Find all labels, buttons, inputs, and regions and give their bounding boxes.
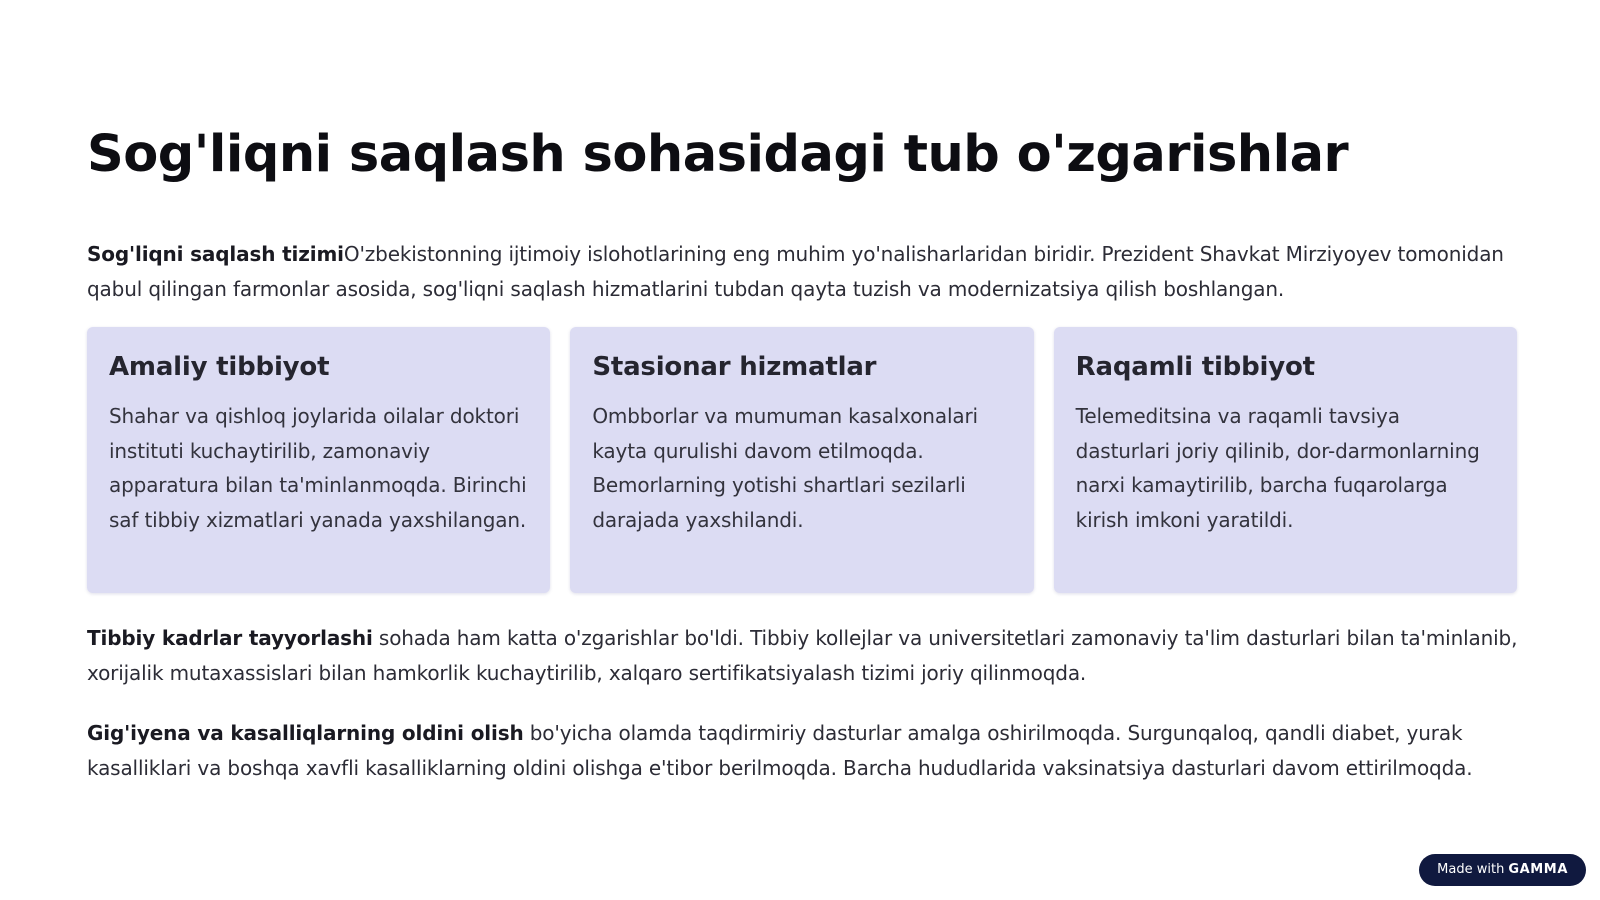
card-title: Raqamli tibbiyot [1075,352,1315,382]
card-title: Amaliy tibbiyot [109,352,330,382]
slide-title: Sog'liqni saqlash sohasidagi tub o'zgarishlar [87,125,1349,184]
made-with-gamma-badge[interactable] [1419,854,1586,886]
intro-text: O'zbekistonning ijtimoiy islohotlarining eng muhim yo'nalisharlaridan biridir. Prezident Shavkat Mirziyoyev tomonidan qabul qilingan farmonlar asosida, sog'liqni saqlash hizmatlarini tubdan qayta tuzish va modernizatsiya qilish boshlangan. [87,242,1504,301]
gamma-logo: GAMMA [1508,862,1568,877]
cadres-paragraph [87,621,1527,690]
card-text: Telemeditsina va raqamli tavsiya dasturlari joriy qilinib, dor-darmonlarning narxi kamaytirilib, barcha fuqarolarga kirish imkoni yaratildi. [1075,404,1480,532]
badge-prefix: Made with [1437,862,1505,877]
card-stasionar-hizmatlar [570,327,1033,593]
card-text: Shahar va qishloq joylarida oilalar doktori instituti kuchaytirilib, zamonaviy apparatura bilan ta'minlanmoqda. Birinchi saf tibbiy xizmatlari yanada yaxshilangan. [109,404,527,532]
cadres-text: sohada ham katta o'zgarishlar bo'ldi. Tibbiy kollejlar va universitetlari zamonaviy ta'lim dasturlari bilan ta'minlanib, xorijalik mutaxassislari bilan hamkorlik kuchaytirilib, xalqaro sertifikatsiyalash tizimi joriy qilinmoqda. [87,626,1518,685]
card-text: Ombborlar va mumuman kasalxonalari kayta qurulishi davom etilmoqda. Bemorlarning yotishi shartlari sezilarli darajada yaxshilandi. [592,404,978,532]
card-title: Stasionar hizmatlar [592,352,877,382]
intro-paragraph [87,237,1527,306]
card-amaliy-tibbiyot [87,327,550,593]
cadres-bold-lead: Tibbiy kadrlar tayyorlashi [87,626,373,650]
card-raqamli-tibbiyot [1054,327,1517,593]
hygiene-paragraph [87,716,1527,785]
card-row [87,327,1517,593]
hygiene-bold-lead: Gig'iyena va kasalliqlarning oldini olish [87,721,524,745]
intro-bold-lead: Sog'liqni saqlash tizimi [87,242,344,266]
hygiene-text: bo'yicha olamda taqdirmiriy dasturlar amalga oshirilmoqda. Surgunqaloq, qandli diabet, yurak kasalliklari va boshqa xavfli kasalliklarning oldini olishga e'tibor berilmoqda. Barcha hududlarida vaksinatsiya dasturlari davom ettirilmoqda. [87,721,1473,780]
